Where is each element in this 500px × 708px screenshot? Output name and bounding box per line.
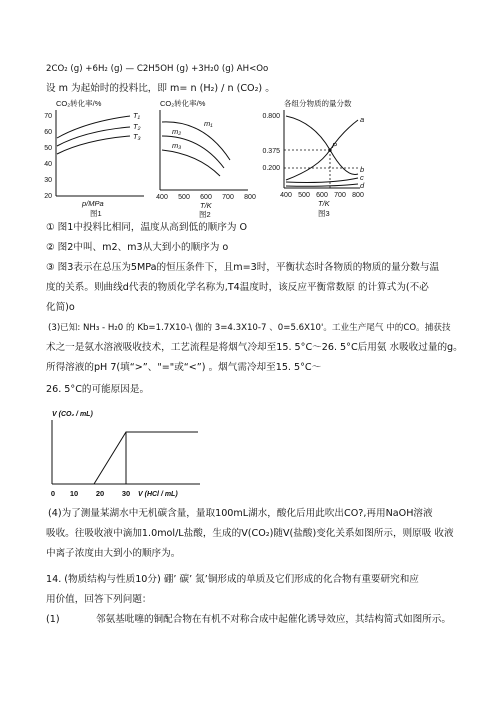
- part-4-line-3: 中离子浓度由大到小的顺序为。: [46, 548, 181, 559]
- graph-xtick: 20: [95, 489, 105, 498]
- graph-xtick: 10: [69, 489, 79, 498]
- fig3-ytick: 0.375: [262, 148, 280, 155]
- fig1-ytick: 40: [44, 161, 52, 168]
- fig3-xtick: 400: [280, 192, 292, 199]
- graph-xlabel: V (HCl / mL): [138, 491, 178, 498]
- reaction-equation: 2CO₂ (g) +6H₂ (g) — C2H5OH (g) +3H₂0 (g) AH<Oo: [46, 64, 269, 74]
- fig2-xtick: 700: [222, 194, 234, 201]
- question-14-1-text: 邻氨基吡噻的铜配合物在有机不对称合成中起催化诱导效应，其结构简式如图所示。: [96, 614, 451, 625]
- fig2-xtick: 600: [200, 194, 212, 201]
- part-3-line-3: 所得溶液的pH 7(填“>”、"="或“<”) 。烟气需冷却至15. 5°C～: [46, 362, 322, 373]
- fig1-xlabel: p/MPa: [82, 199, 104, 208]
- fig1-ytick: 50: [44, 145, 52, 152]
- question-1: ① 图1中投料比相同，温度从高到低的顺序为 O: [46, 222, 248, 233]
- fig3-xtick: 600: [316, 192, 328, 199]
- fig2-xticks: [156, 194, 256, 201]
- co2-hcl-graph: [44, 408, 204, 500]
- fig1-curve-t3: [57, 136, 130, 154]
- fig3-xtick: 700: [334, 192, 346, 199]
- part-4-line-1: (4)为了测量某湖水中无机碳含量，量取100mL湖水，酸化后用此吹出CO?,再用NaOH溶液: [48, 508, 433, 519]
- fig1-ylabel: CO₂转化率/%: [56, 99, 102, 108]
- fig3-title: 各组分物质的量分数: [284, 99, 352, 108]
- fig3-caption: 图3: [318, 209, 330, 218]
- figure-3: [248, 98, 368, 218]
- fig3-curve-label: b: [360, 165, 365, 174]
- fig2-curve-label: m₃: [172, 141, 182, 150]
- part-4-line-2: 吸收。往吸收液中滴加1.0mol/L盐酸，生成的V(CO₂)随V(盐酸)变化关系如图所示，则原吸 收液: [46, 528, 454, 539]
- fig2-ylabel: CO₂转化率/%: [160, 99, 206, 108]
- part-3-line-4: 26. 5°C的可能原因是。: [46, 384, 150, 395]
- question-3-line-3: 化简)o: [46, 302, 75, 313]
- fig3-curve-b: [286, 116, 358, 175]
- fig1-yticks: [44, 113, 52, 200]
- question-2: ② 图2中叫、m2、m3从大到小的顺序为 o: [46, 242, 229, 253]
- fig2-xtick: 800: [244, 194, 256, 201]
- fig2-curve-label: m₁: [204, 119, 213, 128]
- fig3-curve-c: [286, 178, 358, 183]
- question-14-line-2: 用价值，回答下列问题：: [46, 594, 152, 605]
- fig2-caption: 图2: [199, 210, 211, 219]
- fig3-xtick: 500: [298, 192, 310, 199]
- question-14-1-number: (1): [46, 614, 60, 625]
- fig1-ytick: 70: [44, 113, 52, 120]
- fig3-curve-label: a: [360, 115, 365, 124]
- fig1-ytick: 60: [44, 129, 52, 136]
- question-14-line-1: 14. (物质结构与性质10分) 硼’ 碳’ 氮’铜形成的单质及它们形成的化合物有重要研究和应: [46, 574, 419, 585]
- fig3-curve-d: [286, 184, 358, 186]
- fig2-xtick: 500: [178, 194, 190, 201]
- fig1-curve-t1: [57, 116, 130, 138]
- intro-ratio-definition: 设 m 为起始时的投料比，即 m= n (H₂) / n (CO₂) 。: [46, 83, 275, 94]
- fig1-curve-label: T₁: [133, 111, 140, 120]
- fig3-xtick: 800: [352, 192, 364, 199]
- part-3-line-1: (3)已知: NH₃ - H₂0 的 Kb=1.7X10-\ 伽的 3=4.3X10-7 、0=5.6X10'。工业生产尾气 中的CO。捕获技: [48, 323, 451, 333]
- fig1-curve-t2: [57, 127, 130, 146]
- figure-2: [152, 98, 262, 218]
- graph-xtick: 30: [121, 489, 131, 498]
- figure-1: [30, 98, 150, 218]
- fig1-ytick: 30: [44, 177, 52, 184]
- fig3-ytick: 0.800: [262, 113, 280, 120]
- fig1-caption: 图1: [90, 209, 102, 218]
- fig1-curve-label: T₃: [133, 132, 141, 141]
- part-3-line-2: 术之一是氨水溶液吸收技术，工艺流程是将烟气冷却至15. 5°C～26. 5°C后用氨 水吸收过量的g。: [46, 342, 463, 353]
- fig2-xlabel: T/K: [200, 201, 212, 210]
- fig1-curve-label: T₂: [133, 122, 141, 131]
- fig2-xtick: 400: [156, 194, 168, 201]
- fig1-ytick: 20: [44, 193, 52, 200]
- graph-ylabel: V (CO₂ / mL): [52, 411, 93, 418]
- fig3-ytick: 0.200: [262, 165, 280, 172]
- graph-origin: 0: [50, 489, 56, 498]
- fig3-point-label: P: [332, 141, 338, 150]
- graph-plot-line: [94, 432, 198, 484]
- fig3-curve-label: d: [360, 181, 365, 190]
- fig3-xlabel: T/K: [318, 199, 330, 208]
- question-3-line-1: ③ 图3表示在总压为5MPa的恒压条件下，且m=3时，平衡状态时各物质的物质的量分数与温: [46, 262, 440, 273]
- question-3-line-2: 度的关系。则曲线d代表的物质化学名称为,T4温度时，该反应平衡常数原 的计算式为(不必: [46, 282, 429, 293]
- fig2-curve-label: m₂: [172, 127, 182, 136]
- fig3-curve-label: c: [360, 173, 364, 182]
